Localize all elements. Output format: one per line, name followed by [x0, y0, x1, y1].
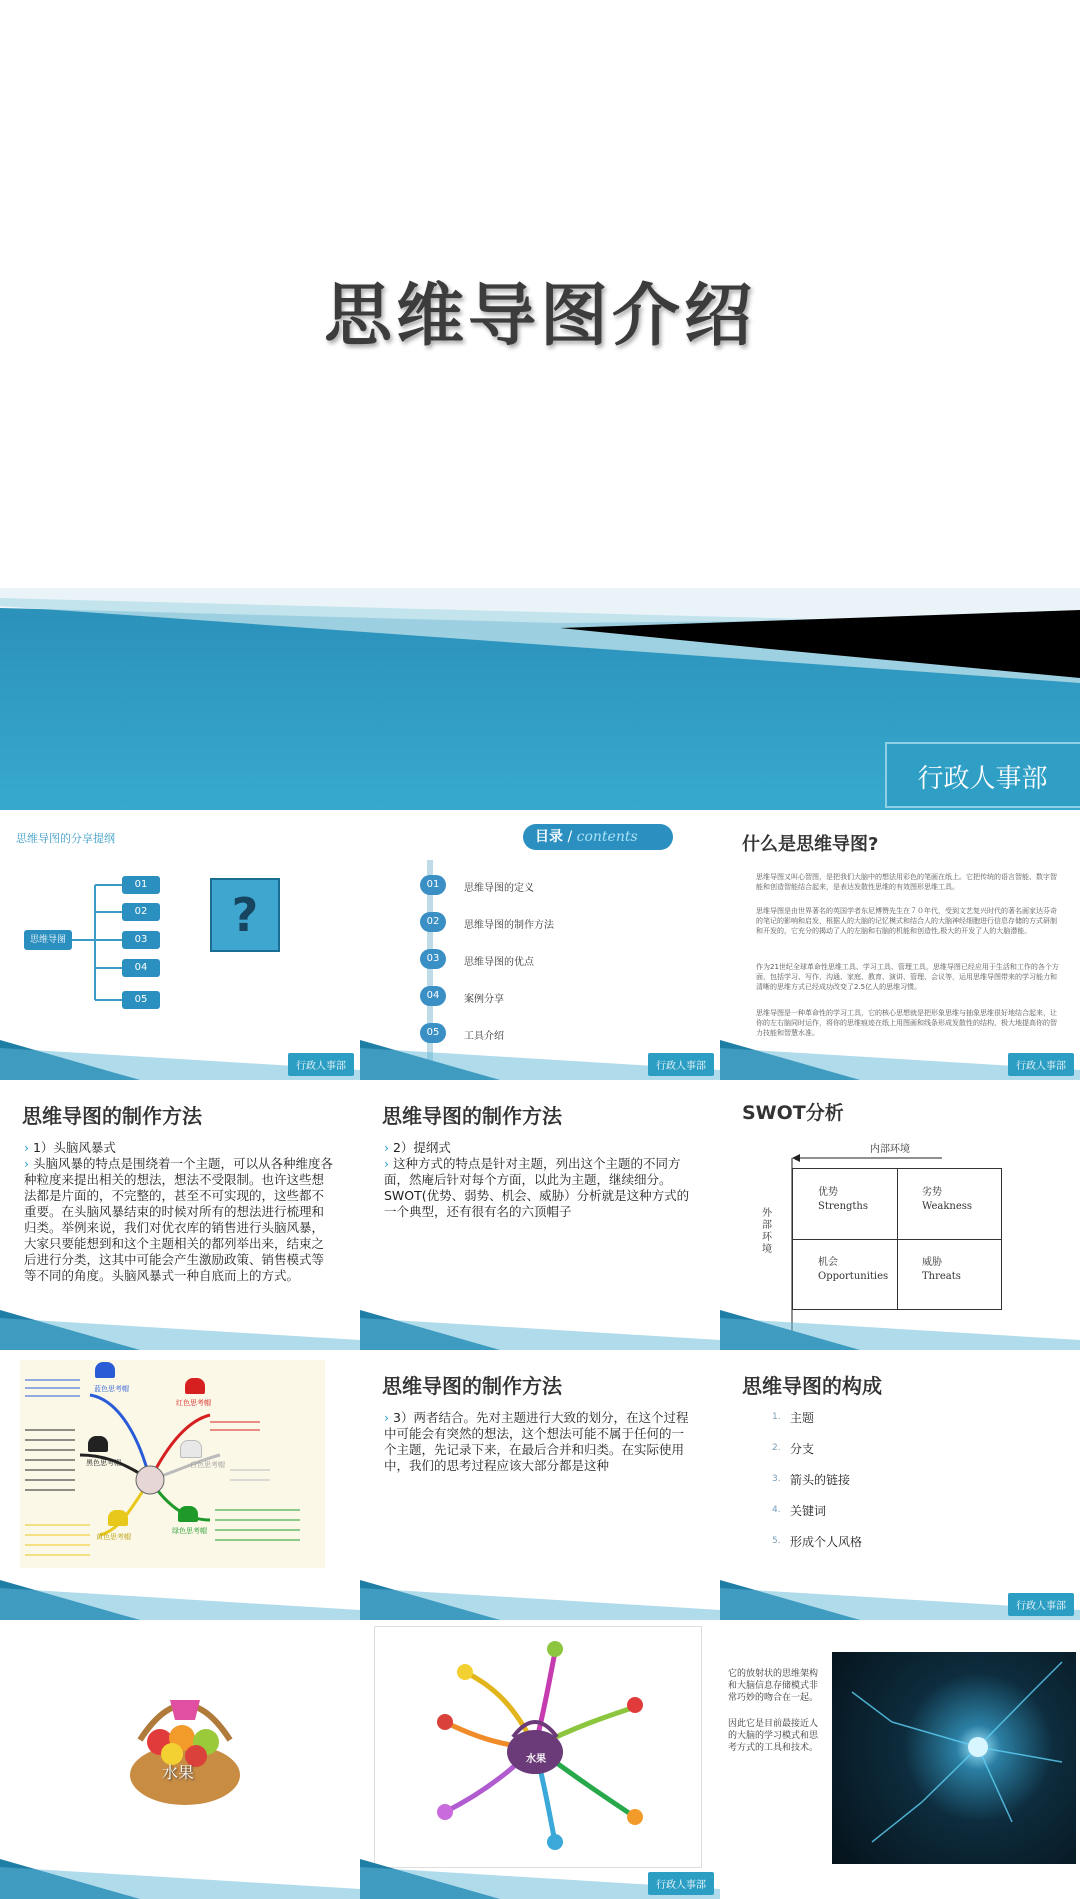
contents-item-label: 案例分享 [464, 994, 504, 1005]
structure-item-num: 5. [772, 1536, 781, 1546]
outline-node: 05 [122, 991, 160, 1009]
fruit-basket-image [120, 1680, 250, 1810]
slide-fruit-mindmap [360, 1620, 720, 1899]
contents-item-label: 工具介绍 [464, 1031, 504, 1042]
question-icon [210, 878, 280, 952]
swot-cell [818, 1186, 868, 1214]
contents-item-num: 03 [420, 949, 446, 969]
hats-mindmap-drawing [20, 1360, 325, 1568]
swot-cell-en: Opportunities [818, 1271, 889, 1282]
outline-node: 02 [122, 903, 160, 921]
bullet-icon: › [384, 1156, 389, 1171]
outline-root-node: 思维导图 [24, 930, 72, 950]
bullet-icon: › [24, 1156, 29, 1171]
footer-wave [0, 1580, 360, 1620]
contents-header-sep: / [567, 829, 573, 845]
what-paragraph: 思维导图是由世界著名的英国学者东尼博赞先生在７０年代，受到文艺复兴时代的著名画家达芬奇的笔记的影响和启发，根据人的大脑的记忆模式和结合人的大脑神经细胞进行信息存储的方式研制和开发的，它充分的揭动了人的左脑和右脑的机能和创造性,极大的开发了人的大脑潜能。 [756, 907, 1057, 935]
swot-cell [818, 1256, 888, 1284]
swot-cell [922, 1186, 972, 1214]
slide-contents [360, 810, 720, 1080]
method1-body [24, 1156, 336, 1284]
hat-label: 黄色思考帽 [96, 1533, 131, 1541]
slide-method-3 [360, 1350, 720, 1620]
swot-cell-cn: 劣势 [922, 1187, 942, 1198]
fruit-mindmap-image [374, 1626, 702, 1868]
slide-swot [720, 1080, 1080, 1350]
bullet-icon: › [24, 1140, 29, 1155]
slide-outline [0, 810, 360, 1080]
structure-item-label: 箭头的链接 [790, 1473, 851, 1487]
footer-wave [0, 1859, 360, 1899]
what-paragraph: 思维导图是一种革命性的学习工具，它的核心思想就是把形象思维与抽象思维很好地结合起来，让你的左右脑同时运作，将你的思维痕迹在纸上用图画和线条形成发散性的结构，极大地提高你的智力技能和智慧水准。 [756, 1009, 1057, 1037]
swot-cell-cn: 机会 [818, 1257, 838, 1268]
swot-cell [922, 1256, 961, 1284]
method2-title: 思维导图的制作方法 [382, 1104, 562, 1128]
footer-wave [360, 1580, 720, 1620]
slide-brain [720, 1620, 1080, 1899]
slide-method-2 [360, 1080, 720, 1350]
contents-footer-tag: 行政人事部 [648, 1053, 714, 1076]
hat-label: 黑色思考帽 [86, 1459, 121, 1467]
fruit-mindmap-center: 水果 [526, 1754, 546, 1765]
structure-item-label: 分支 [790, 1442, 815, 1456]
swot-cell-en: Threats [922, 1271, 961, 1282]
swot-cell-cn: 威胁 [922, 1257, 942, 1268]
green-hat-icon [178, 1506, 198, 1522]
white-hat-icon [180, 1440, 202, 1458]
hat-label: 白色思考帽 [190, 1461, 225, 1469]
outline-header: 思维导图的分享提纲 [16, 832, 115, 845]
swot-title: SWOT分析 [742, 1102, 844, 1124]
swot-cell-en: Weakness [922, 1201, 973, 1212]
brain-text-1: 它的放射状的思维架构和大脑信息存储模式非常巧妙的吻合在一起。 [728, 1669, 819, 1703]
footer-wave [720, 1310, 1080, 1350]
structure-item-label: 主题 [790, 1411, 815, 1425]
structure-item-num: 2. [772, 1443, 781, 1453]
bullet-icon: › [384, 1140, 389, 1155]
structure-item-label: 关键词 [790, 1504, 827, 1518]
method2-heading-text: 2）提纲式 [392, 1140, 451, 1155]
outline-footer-tag: 行政人事部 [288, 1053, 354, 1076]
structure-item-num: 3. [772, 1474, 781, 1484]
structure-footer-tag: 行政人事部 [1008, 1593, 1074, 1616]
cover-slide [0, 0, 1080, 810]
contents-item-num: 04 [420, 986, 446, 1006]
structure-item-num: 4. [772, 1505, 781, 1515]
footer-wave [360, 1310, 720, 1350]
swot-cell-en: Strengths [818, 1201, 868, 1212]
slide-structure [720, 1350, 1080, 1620]
neuron-image [832, 1652, 1076, 1864]
hat-label: 红色思考帽 [176, 1399, 211, 1407]
method2-body [384, 1156, 696, 1220]
structure-item-num: 1. [772, 1412, 781, 1422]
swot-side-label: 外部环境 [762, 1208, 772, 1255]
outline-node: 03 [122, 931, 160, 949]
hats-mindmap-image [20, 1360, 325, 1568]
bullet-icon: › [384, 1410, 389, 1425]
question-mark: ? [231, 888, 259, 942]
fruitmap-footer-tag: 行政人事部 [648, 1872, 714, 1895]
method2-heading [384, 1140, 694, 1156]
red-hat-icon [185, 1378, 205, 1394]
method1-heading [24, 1140, 334, 1156]
hat-label: 绿色思考帽 [172, 1527, 207, 1535]
contents-item-num: 02 [420, 912, 446, 932]
footer-wave [0, 1310, 360, 1350]
neuron-drawing [832, 1652, 1076, 1864]
what-title: 什么是思维导图? [742, 834, 879, 855]
structure-title: 思维导图的构成 [742, 1374, 882, 1398]
what-paragraph: 作为21世纪全球革命性思维工具、学习工具、管理工具，思维导图已经应用于生活和工作的各个方面，包括学习、写作、沟通、家庭、教育、演讲、管理、会议等，运用思维导图带来的学习能力和清晰的思维方式已经成功改变了2.5亿人的思维习惯。 [756, 963, 1059, 991]
black-hat-icon [88, 1436, 108, 1452]
cover-dept-label: 行政人事部 [917, 764, 1048, 794]
contents-item-label: 思维导图的制作方法 [464, 920, 554, 931]
what-footer-tag: 行政人事部 [1008, 1053, 1074, 1076]
contents-header-cn: 目录 [535, 829, 563, 845]
method3-title: 思维导图的制作方法 [382, 1374, 562, 1398]
cover-title: 思维导图介绍 [323, 277, 756, 356]
outline-node: 01 [122, 876, 160, 894]
slide-fruit-basket [0, 1620, 360, 1899]
contents-item-num: 05 [420, 1023, 446, 1043]
method2-body-text: 这种方式的特点是针对主题，列出这个主题的不同方面，然庵后针对每个方面，以此为主题，继续细分。SWOT(优势、弱势、机会、威胁）分析就是这种方式的一个典型，还有很有名的六顶帽子 [384, 1156, 690, 1219]
method3-body [384, 1410, 696, 1474]
method1-title: 思维导图的制作方法 [22, 1104, 202, 1128]
structure-item-label: 形成个人风格 [790, 1535, 863, 1549]
slide-six-hats [0, 1350, 360, 1620]
contents-item-label: 思维导图的定义 [464, 883, 534, 894]
contents-item-num: 01 [420, 875, 446, 895]
hat-label: 蓝色思考帽 [94, 1385, 129, 1393]
outline-node: 04 [122, 959, 160, 977]
blue-hat-icon [95, 1362, 115, 1378]
method3-body-text: 3）两者结合。先对主题进行大致的划分，在这个过程中可能会有突然的想法，这个想法可能不属于任何的一个主题，先记录下来，在最后合并和归类。在实际使用中，我们的思考过程应该大部分都是这种 [384, 1410, 689, 1473]
yellow-hat-icon [108, 1510, 128, 1526]
fruit-basket-label: 水果 [162, 1763, 195, 1782]
contents-header-bar [523, 824, 673, 850]
what-paragraph: 思维导图又叫心智图，是把我们大脑中的想法用彩色的笔画在纸上。它把传统的语言智能、数字智能和创造智能结合起来，是表达发散性思维的有效图形思维工具。 [756, 873, 1057, 891]
swot-top-label: 内部环境 [870, 1144, 910, 1155]
slide-what [720, 810, 1080, 1080]
method1-body-text: 头脑风暴的特点是围绕着一个主题，可以从各种维度各种粒度来提出相关的想法，想法不受限制。也许这些想法都是片面的，不完整的，甚至不可实现的，这些都不重要。在头脑风暴结束的时候对所有的想法进行梳理和归类。举例来说，我们对优衣库的销售进行头脑风暴，大家只要能想到和这个主题相关的都列举出来，结束之后进行分类，这其中可能会产生激励政策、销售模式等等不同的角度。头脑风暴式一种自底而上的方式。 [24, 1156, 334, 1283]
swot-cell-cn: 优势 [818, 1187, 838, 1198]
slide-method-1 [0, 1080, 360, 1350]
fruit-mindmap-drawing [375, 1627, 701, 1867]
contents-header-en: contents [576, 829, 638, 845]
brain-text-2: 因此它是目前最接近人的大脑的学习模式和思考方式的工具和技术。 [728, 1719, 819, 1753]
method1-heading-text: 1）头脑风暴式 [32, 1140, 116, 1155]
contents-item-label: 思维导图的优点 [464, 957, 534, 968]
